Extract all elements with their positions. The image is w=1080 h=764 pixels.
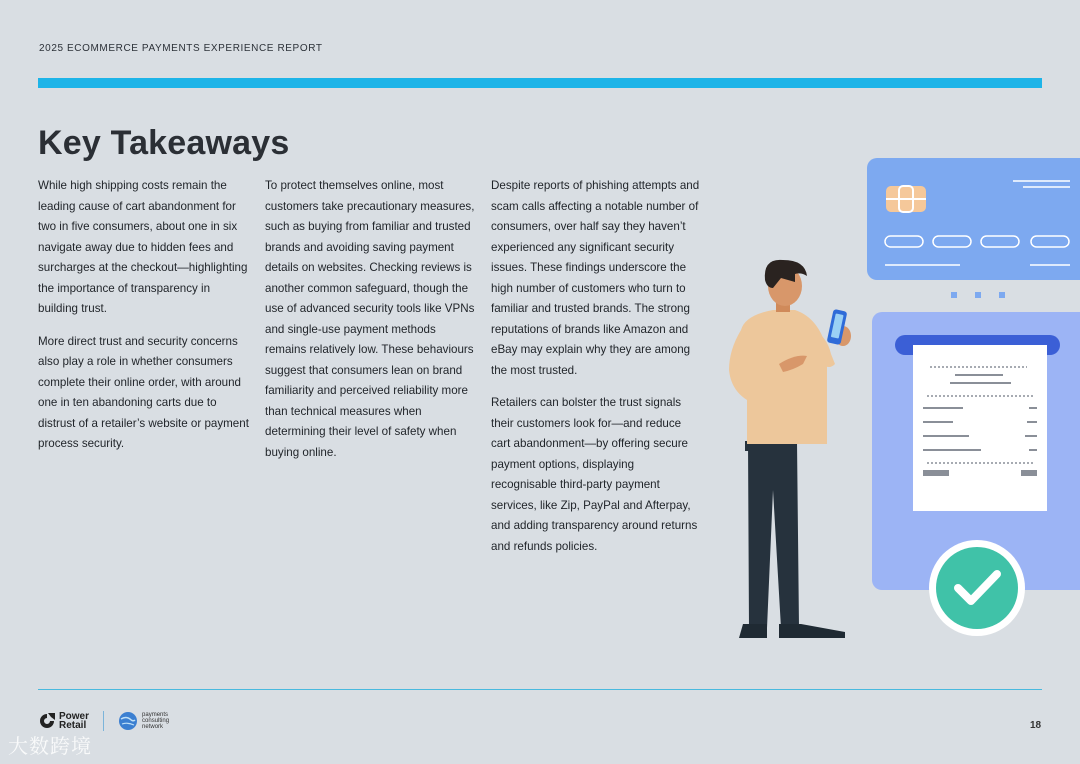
logo-divider: [103, 711, 104, 731]
text-column-2: [265, 176, 477, 475]
text-column-1: [38, 176, 250, 467]
person-with-phone: [729, 260, 851, 638]
credit-card-icon: [867, 158, 1080, 280]
logo-text: consulting: [142, 718, 170, 724]
payments-consulting-network-logo[interactable]: [118, 711, 169, 731]
watermark: 大数跨境: [8, 734, 92, 758]
footer-rule: [38, 689, 1042, 690]
report-title: 2025 ECOMMERCE PAYMENTS EXPERIENCE REPORT: [39, 43, 323, 54]
checkmark-icon: [929, 540, 1025, 636]
paragraph: While high shipping costs remain the leading cause of cart abandonment for two in five consumers, about one in six navigate away due to hidden fees and surcharges at the checkout—highlighting the importance of transparency in building trust.: [38, 179, 248, 315]
page-title: Key Takeaways: [38, 124, 290, 162]
top-accent-rule: [38, 78, 1042, 88]
power-retail-icon: [38, 712, 56, 730]
payment-illustration: [715, 150, 1080, 650]
power-retail-logo[interactable]: [38, 712, 89, 730]
logo-text: Retail: [59, 720, 87, 731]
paragraph: To protect themselves online, most customers take precautionary measures, such as buying from familiar and trusted brands and avoiding saving payment details on websites. Checking reviews is another common safeguard, though the use of advanced security tools like VPNs and single-use payment methods remains relatively low. These behaviours suggest that consumers lean on brand familiarity and perceived reliability more than technical measures when determining their level of safety when buying online.: [265, 179, 475, 459]
paragraph: More direct trust and security concerns also play a role in whether consumers complete their online order, with around one in ten abandoning carts due to distrust of a retailer’s website or payment process security.: [38, 334, 249, 450]
text-column-3: [491, 176, 703, 569]
logo-text: Power: [59, 711, 90, 722]
logo-text: payments: [142, 712, 169, 718]
paragraph: Retailers can bolster the trust signals their customers look for—and reduce cart abandonment—by offering secure payment options, displaying recognisable third-party payment services, like Zip, PayPal and Afterpay, and adding transparency around returns and refunds policies.: [491, 396, 698, 553]
globe-icon: [118, 711, 138, 731]
page-number: 18: [1030, 720, 1042, 731]
paragraph: Despite reports of phishing attempts and scam calls affecting a notable number of consumers, over half say they haven’t experienced any significant security issues. These findings underscore the high number of customers who turn to familiar and trusted brands. The strong reputations of brands like Amazon and eBay may explain why they are among the most trusted.: [491, 179, 700, 377]
logo-text: network: [142, 724, 164, 730]
